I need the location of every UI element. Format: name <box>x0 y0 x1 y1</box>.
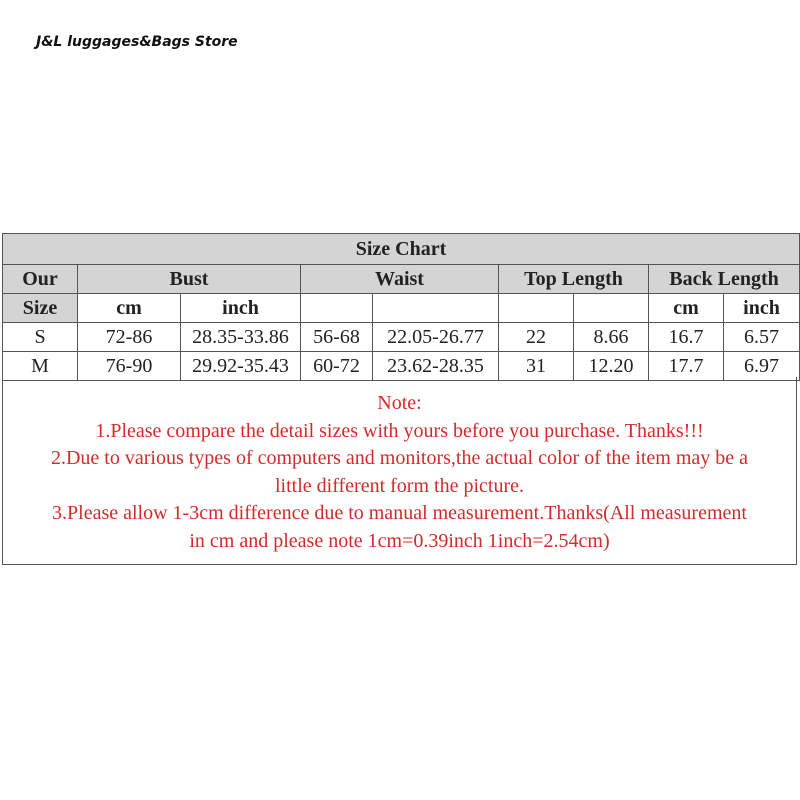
size-chart-title: Size Chart <box>3 234 800 265</box>
notes-box <box>2 377 797 565</box>
note-line-3a: 3.Please allow 1-3cm difference due to manual measurement.Thanks(All measurement <box>52 502 747 524</box>
top-inch-subheader <box>574 294 649 323</box>
waist-inch-cell: 23.62-28.35 <box>373 352 499 381</box>
note-line-2b: little different form the picture. <box>275 474 524 497</box>
back-cm-subheader: cm <box>649 294 724 323</box>
back-length-header: Back Length <box>649 265 800 294</box>
bust-inch-cell: 29.92-35.43 <box>181 352 301 381</box>
bust-inch-cell: 28.35-33.86 <box>181 323 301 352</box>
size-cell: M <box>3 352 78 381</box>
waist-cm-subheader <box>301 294 373 323</box>
back-cm-cell: 17.7 <box>649 352 724 381</box>
back-inch-subheader: inch <box>724 294 800 323</box>
waist-cm-cell: 56-68 <box>301 323 373 352</box>
bust-header: Bust <box>78 265 301 294</box>
our-size-header-line2: Size <box>3 294 78 323</box>
top-length-header: Top Length <box>499 265 649 294</box>
note-line-2a: 2.Due to various types of computers and monitors,the actual color of the item may be a <box>50 447 749 469</box>
size-chart-table <box>2 233 800 381</box>
note-line-3b: in cm and please note 1cm=0.39inch 1inch=2.54cm) <box>189 529 610 552</box>
bust-cm-subheader: cm <box>78 294 181 323</box>
waist-inch-subheader <box>373 294 499 323</box>
note-heading: Note: <box>377 392 422 414</box>
waist-cm-cell: 60-72 <box>301 352 373 381</box>
size-cell: S <box>3 323 78 352</box>
note-line-1: 1.Please compare the detail sizes with yours before you purchase. Thanks!!! <box>95 419 704 442</box>
back-cm-cell: 16.7 <box>649 323 724 352</box>
top-inch-cell: 12.20 <box>574 352 649 381</box>
bust-cm-cell: 76-90 <box>78 352 181 381</box>
store-name: J&L luggages&Bags Store <box>36 34 238 50</box>
waist-inch-cell: 22.05-26.77 <box>373 323 499 352</box>
bust-inch-subheader: inch <box>181 294 301 323</box>
table-row <box>3 323 800 352</box>
bust-cm-cell: 72-86 <box>78 323 181 352</box>
top-inch-cell: 8.66 <box>574 323 649 352</box>
top-cm-subheader <box>499 294 574 323</box>
top-cm-cell: 22 <box>499 323 574 352</box>
top-cm-cell: 31 <box>499 352 574 381</box>
back-inch-cell: 6.97 <box>724 352 800 381</box>
back-inch-cell: 6.57 <box>724 323 800 352</box>
waist-header: Waist <box>301 265 499 294</box>
our-size-header: Our <box>3 265 78 294</box>
